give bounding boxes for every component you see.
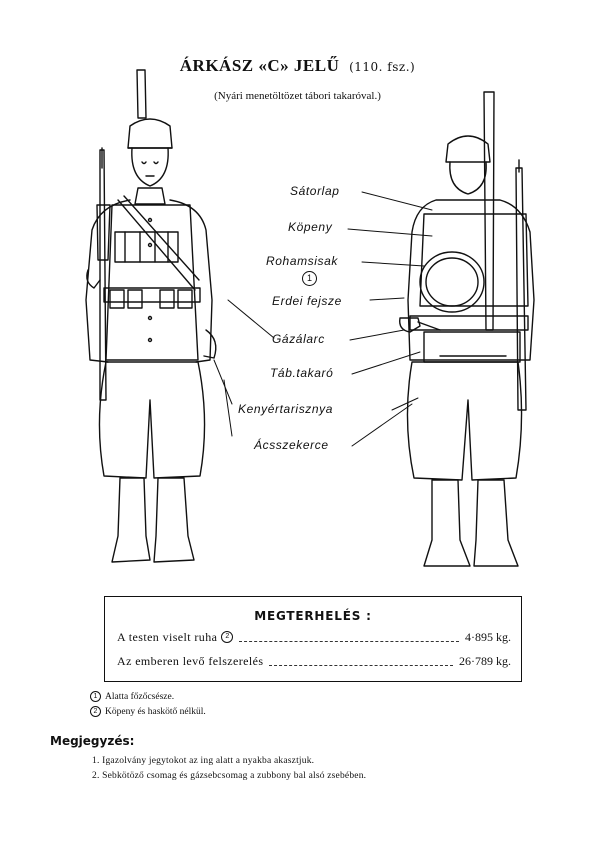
load-row-label: Az emberen levő felszerelés	[117, 653, 264, 668]
callout-greatcoat: Köpeny	[288, 220, 333, 234]
front-soldier-figure	[86, 70, 216, 562]
footnote-1	[90, 691, 174, 702]
footnote-marker: 1	[90, 691, 101, 702]
callout-field-blanket: Táb.takaró	[270, 366, 334, 380]
load-table-title: MEGTERHELÉS :	[254, 609, 372, 623]
load-row-marker: 2	[221, 631, 233, 643]
back-soldier-figure	[400, 92, 534, 566]
callout-tent-sheet: Sátorlap	[290, 184, 340, 198]
load-row-label: A testen viselt ruha	[117, 629, 218, 644]
footnote-text: Köpeny és haskötő nélkül.	[105, 706, 206, 717]
load-row-body-clothing	[117, 629, 511, 645]
callout-gas-mask: Gázálarc	[272, 332, 325, 346]
callout-marker: 1	[302, 271, 317, 286]
callout-forest-axe: Erdei fejsze	[272, 294, 342, 308]
leader-dots	[269, 657, 453, 666]
footnote-marker: 2	[90, 706, 101, 717]
footnote-text: Alatta főzőcsésze.	[105, 691, 175, 702]
leader-dots	[239, 633, 459, 642]
load-table	[104, 596, 522, 682]
load-row-value: 26·789 kg.	[459, 653, 511, 668]
load-row-equipment	[117, 653, 511, 669]
title-extra: (110. fsz.)	[349, 60, 416, 74]
footnote-2	[90, 706, 206, 717]
page-subtitle: (Nyári menetöltözet tábori takaróval.)	[214, 90, 381, 102]
note-item-2: 2. Sebkötöző csomag és gázsebcsomag a zubbony bal alsó zsebében.	[92, 771, 367, 781]
callout-steel-helmet: Rohamsisak	[266, 254, 339, 268]
notes-heading: Megjegyzés:	[50, 734, 135, 748]
title-main: ÁRKÁSZ «C» JELŰ	[179, 56, 340, 75]
load-row-value: 4·895 kg.	[465, 629, 511, 644]
callout-carpenter-hatchet: Ácsszekerce	[254, 438, 329, 452]
note-item-1: 1. Igazolvány jegytokot az ing alatt a nyakba akasztjuk.	[92, 756, 315, 766]
callout-bread-bag: Kenyértarisznya	[238, 402, 334, 416]
